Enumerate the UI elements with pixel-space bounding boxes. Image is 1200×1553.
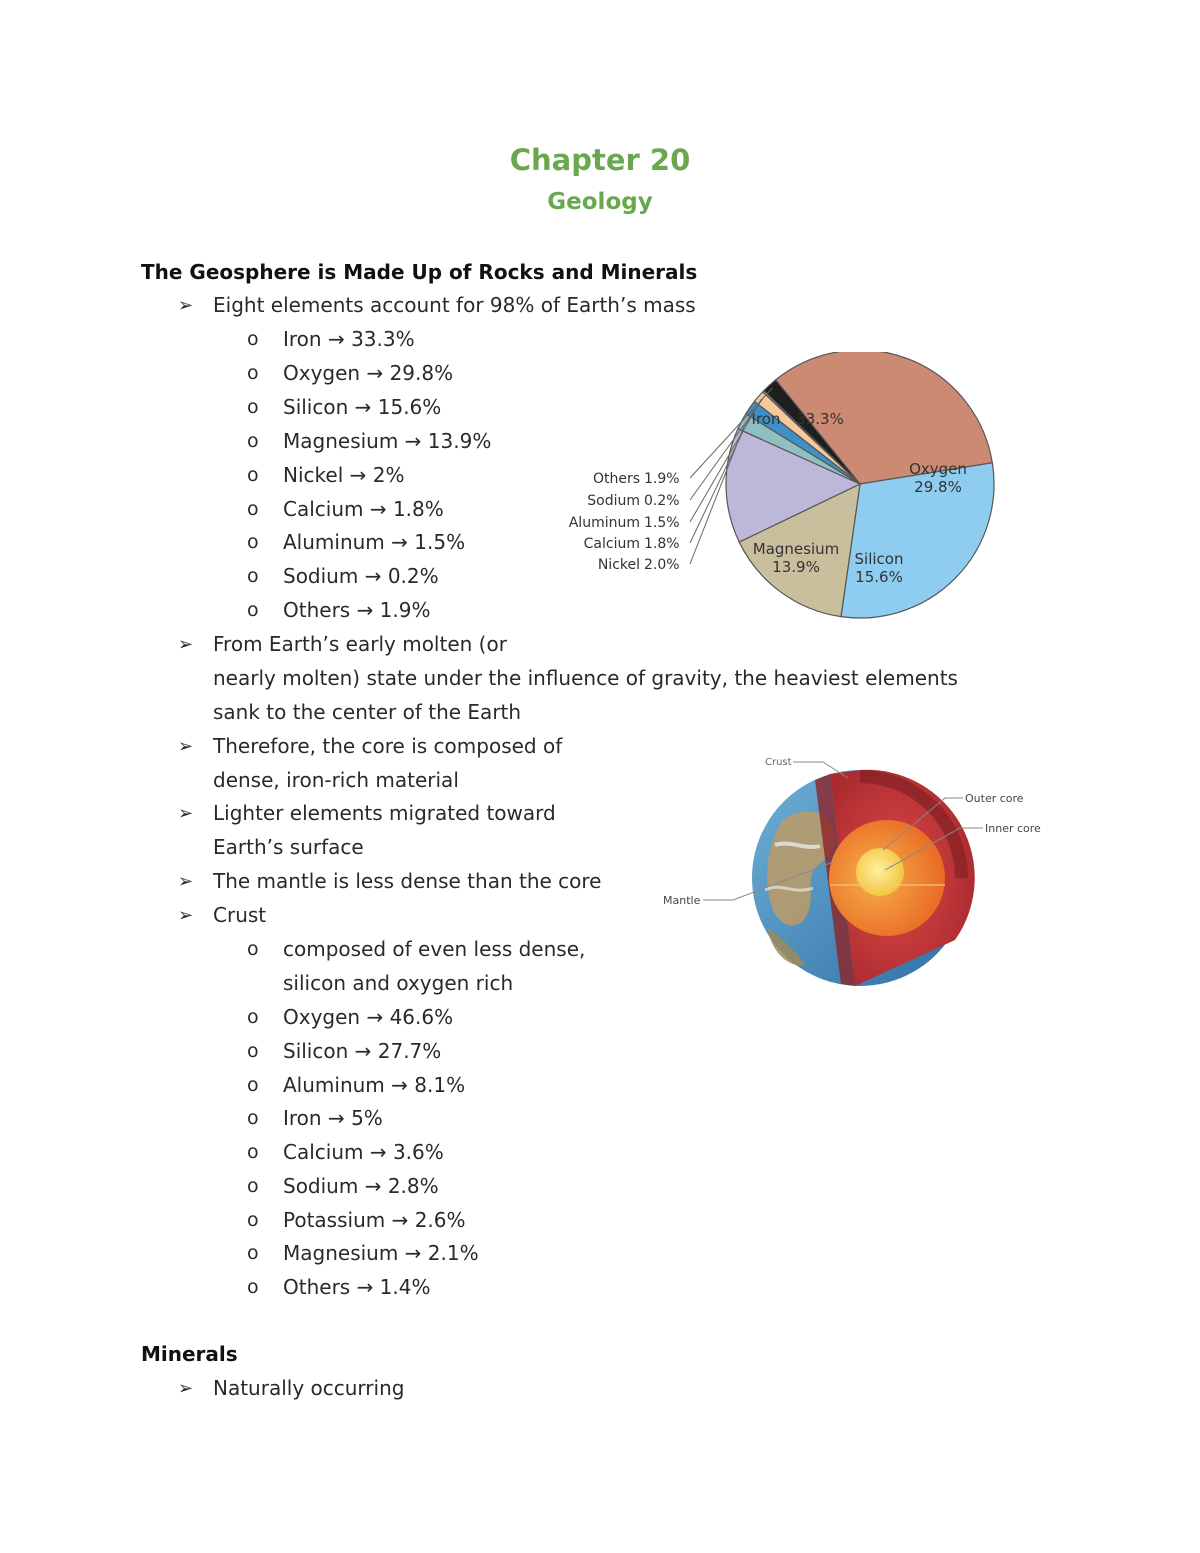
bullet-text: dense, iron-rich material: [213, 768, 459, 792]
list-item: Calcium → 1.8%: [283, 496, 444, 521]
circle-bullet-icon: o: [247, 1074, 259, 1096]
pie-value-silicon: 15.6%: [855, 568, 903, 586]
circle-bullet-icon: o: [247, 361, 259, 384]
list-item: Oxygen → 29.8%: [283, 360, 454, 385]
pie-value-iron: 33.3%: [796, 410, 844, 428]
pie-label-aluminum: Aluminum: [568, 515, 640, 531]
circle-bullet-icon: o: [247, 497, 259, 520]
arrow-bullet-icon: ➢: [178, 803, 194, 824]
list-item: Iron → 5%: [283, 1106, 383, 1130]
outer-core-label: Outer core: [965, 792, 1024, 805]
pie-value-aluminum: 1.5%: [644, 515, 680, 531]
bullet-text: The mantle is less dense than the core: [213, 869, 602, 893]
circle-bullet-icon: o: [247, 1107, 259, 1129]
crust-label: Crust: [765, 757, 792, 768]
list-item: Oxygen → 46.6%: [283, 1005, 454, 1029]
list-item: silicon and oxygen rich: [283, 971, 514, 995]
chapter-title: Chapter 20: [509, 143, 691, 177]
list-item: composed of even less dense,: [283, 937, 586, 961]
pie-label-silicon: Silicon: [854, 550, 904, 568]
circle-bullet-icon: o: [247, 328, 259, 350]
arrow-bullet-icon: ➢: [178, 1378, 194, 1399]
list-item: Others → 1.9%: [283, 598, 431, 623]
pie-value-magnesium: 13.9%: [772, 558, 820, 576]
circle-bullet-icon: o: [247, 1276, 259, 1298]
section-heading-minerals: Minerals: [141, 1342, 238, 1366]
section-heading-geosphere: The Geosphere is Made Up of Rocks and Minerals: [141, 260, 698, 284]
bullet-text: sank to the center of the Earth: [213, 700, 522, 724]
pie-value-oxygen: 29.8%: [914, 478, 962, 496]
inner-core: [856, 848, 904, 896]
bullet-text: nearly molten) state under the influence of gravity, the heaviest elements: [213, 666, 958, 690]
list-item: Iron → 33.3%: [283, 327, 415, 351]
pie-value-calcium: 1.8%: [644, 536, 680, 552]
list-item: Aluminum → 1.5%: [283, 530, 466, 555]
pie-label-sodium: Sodium: [587, 493, 640, 509]
list-item: Magnesium → 13.9%: [283, 428, 492, 453]
arrow-bullet-icon: ➢: [178, 736, 194, 757]
pie-label-others: Others: [592, 471, 640, 487]
circle-bullet-icon: o: [247, 531, 259, 554]
arrow-bullet-icon: ➢: [178, 871, 194, 892]
chapter-subtitle: Geology: [547, 189, 653, 215]
pie-label-calcium: Calcium: [583, 536, 640, 552]
circle-bullet-icon: o: [247, 1242, 259, 1264]
bullet-text: Earth’s surface: [213, 835, 364, 859]
earth-composition-pie-chart: [540, 352, 1010, 622]
pie-value-nickel: 2.0%: [644, 557, 680, 573]
earth-interior-diagram: [655, 750, 1055, 995]
bullet-text: Naturally occurring: [213, 1376, 405, 1400]
list-item: Silicon → 15.6%: [283, 394, 442, 419]
arrow-bullet-icon: ➢: [178, 295, 194, 316]
list-item: Aluminum → 8.1%: [283, 1073, 466, 1097]
bullet-text: Eight elements account for 98% of Earth’s mass: [213, 293, 696, 317]
pie-label-iron: Iron: [751, 410, 781, 428]
bullet-text: Crust: [213, 903, 267, 927]
list-item: Magnesium → 2.1%: [283, 1241, 479, 1265]
circle-bullet-icon: o: [247, 1006, 259, 1028]
list-item: Potassium → 2.6%: [283, 1208, 466, 1232]
mantle-label: Mantle: [663, 894, 701, 907]
circle-bullet-icon: o: [247, 1040, 259, 1062]
circle-bullet-icon: o: [247, 463, 259, 486]
bullet-text: From Earth’s early molten (or: [213, 632, 507, 656]
bullet-text: Therefore, the core is composed of: [213, 734, 563, 758]
circle-bullet-icon: o: [247, 395, 259, 418]
bullet-text: Lighter elements migrated toward: [213, 801, 556, 825]
inner-core-label: Inner core: [985, 822, 1041, 835]
pie-value-sodium: 0.2%: [644, 493, 680, 509]
list-item: Nickel → 2%: [283, 462, 405, 487]
circle-bullet-icon: o: [247, 1175, 259, 1197]
list-item: Calcium → 3.6%: [283, 1140, 444, 1164]
arrow-bullet-icon: ➢: [178, 905, 194, 926]
circle-bullet-icon: o: [247, 565, 259, 588]
circle-bullet-icon: o: [247, 1209, 259, 1231]
list-item: Others → 1.4%: [283, 1275, 431, 1299]
list-item: Silicon → 27.7%: [283, 1039, 442, 1063]
circle-bullet-icon: o: [247, 938, 259, 960]
circle-bullet-icon: o: [247, 429, 259, 452]
circle-bullet-icon: o: [247, 1141, 259, 1163]
pie-label-oxygen: Oxygen: [909, 460, 967, 478]
circle-bullet-icon: o: [247, 599, 259, 622]
pie-label-magnesium: Magnesium: [752, 540, 840, 558]
list-item: Sodium → 0.2%: [283, 564, 439, 589]
list-item: Sodium → 2.8%: [283, 1174, 439, 1198]
pie-label-nickel: Nickel: [597, 557, 640, 573]
pie-value-others: 1.9%: [644, 471, 680, 487]
arrow-bullet-icon: ➢: [178, 634, 194, 655]
